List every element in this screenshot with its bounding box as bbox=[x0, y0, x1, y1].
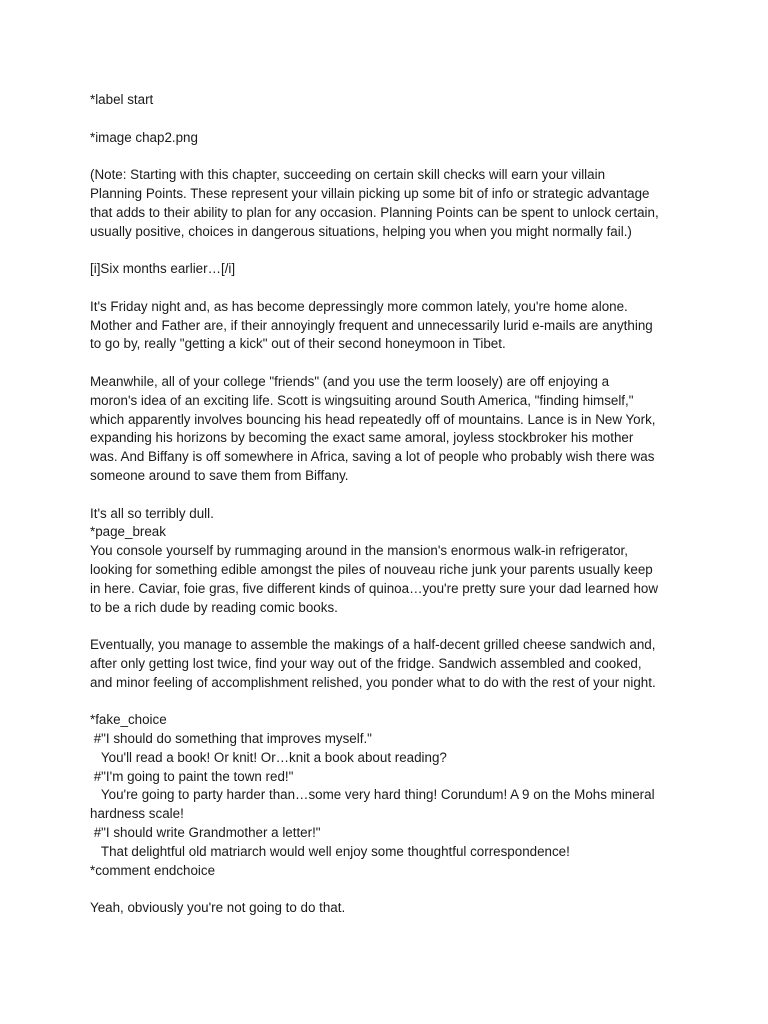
choice-option-3-text: That delightful old matriarch would well enjoy some thoughtful correspondence! bbox=[90, 843, 570, 859]
friday-paragraph bbox=[90, 298, 690, 354]
friends-line: which apparently involves bouncing his head repeatedly off of mountains. Lance is in New York, bbox=[90, 411, 656, 427]
friends-paragraph bbox=[90, 373, 690, 486]
sandwich-line: Eventually, you manage to assemble the makings of a half-decent grilled cheese sandwich and, bbox=[90, 637, 656, 653]
image-command-line: *image chap2.png bbox=[90, 129, 198, 145]
choice-option-1: #"I should do something that improves myself." bbox=[90, 731, 372, 747]
fake-choice-line: *fake_choice bbox=[90, 712, 167, 728]
paragraph-gap bbox=[90, 354, 690, 373]
paragraph-gap bbox=[90, 486, 690, 505]
page-break-line: *page_break bbox=[90, 524, 166, 540]
paragraph-gap bbox=[90, 110, 690, 129]
label-start-line: *label start bbox=[90, 92, 154, 107]
paragraph-gap bbox=[90, 279, 690, 298]
six-months-line: [i]Six months earlier…[/i] bbox=[90, 261, 236, 277]
fridge-line: You console yourself by rummaging around in the mansion's enormous walk-in refrigerator, bbox=[90, 543, 628, 559]
note-paragraph bbox=[90, 166, 690, 241]
paragraph-gap bbox=[90, 880, 690, 899]
friday-line: to go by, really "getting a kick" out of their second honeymoon in Tibet. bbox=[90, 336, 506, 352]
friends-line: Meanwhile, all of your college "friends" (and you use the term loosely) are off enjoying a bbox=[90, 373, 610, 389]
friends-line: was. And Biffany is off somewhere in Africa, saving a lot of people who probably wish there was bbox=[90, 449, 655, 465]
note-line: usually positive, choices in dangerous situations, helping you when you might normally fail.) bbox=[90, 223, 632, 239]
fridge-line: looking for something edible amongst the piles of nouveau riche junk your parents usually keep bbox=[90, 561, 653, 577]
friday-line: It's Friday night and, as has become depressingly more common lately, you're home alone. bbox=[90, 298, 628, 314]
fridge-paragraph bbox=[90, 542, 690, 617]
choice-option-1-text: You'll read a book! Or knit! Or…knit a book about reading? bbox=[90, 749, 447, 765]
note-line: (Note: Starting with this chapter, succeeding on certain skill checks will earn your villain bbox=[90, 167, 606, 183]
comment-endchoice-line: *comment endchoice bbox=[90, 862, 216, 878]
dull-line: It's all so terribly dull. bbox=[90, 505, 214, 521]
choice-option-2-text: hardness scale! bbox=[90, 806, 184, 822]
choice-option-2: #"I'm going to paint the town red!" bbox=[90, 768, 294, 784]
paragraph-gap bbox=[90, 693, 690, 712]
choice-option-3: #"I should write Grandmother a letter!" bbox=[90, 825, 321, 841]
choice-option-2-text: You're going to party harder than…some very hard thing! Corundum! A 9 on the Mohs mineral bbox=[90, 787, 655, 803]
document-page bbox=[90, 91, 690, 918]
friends-line: someone around to save them from Biffany. bbox=[90, 467, 349, 483]
friday-line: Mother and Father are, if their annoyingly frequent and unnecessarily lurid e-mails are anything bbox=[90, 317, 653, 333]
sandwich-line: and minor feeling of accomplishment relished, you ponder what to do with the rest of your night. bbox=[90, 674, 656, 690]
ending-line: Yeah, obviously you're not going to do that. bbox=[90, 900, 346, 916]
friends-line: moron's idea of an exciting life. Scott is wingsuiting around South America, "finding himself," bbox=[90, 392, 634, 408]
paragraph-gap bbox=[90, 241, 690, 260]
fridge-line: in here. Caviar, foie gras, five different kinds of quinoa…you're pretty sure your dad learned how bbox=[90, 580, 659, 596]
sandwich-paragraph bbox=[90, 636, 690, 692]
friends-line: expanding his horizons by becoming the exact same amoral, joyless stockbroker his mother bbox=[90, 430, 634, 446]
note-line: that adds to their ability to plan for any occasion. Planning Points can be spent to unlock certain, bbox=[90, 204, 659, 220]
fridge-line: to be a rich dude by reading comic books. bbox=[90, 599, 338, 615]
sandwich-line: after only getting lost twice, find your way out of the fridge. Sandwich assembled and cooked, bbox=[90, 655, 642, 671]
note-line: Planning Points. These represent your villain picking up some bit of info or strategic advantage bbox=[90, 185, 650, 201]
paragraph-gap bbox=[90, 147, 690, 166]
paragraph-gap bbox=[90, 617, 690, 636]
